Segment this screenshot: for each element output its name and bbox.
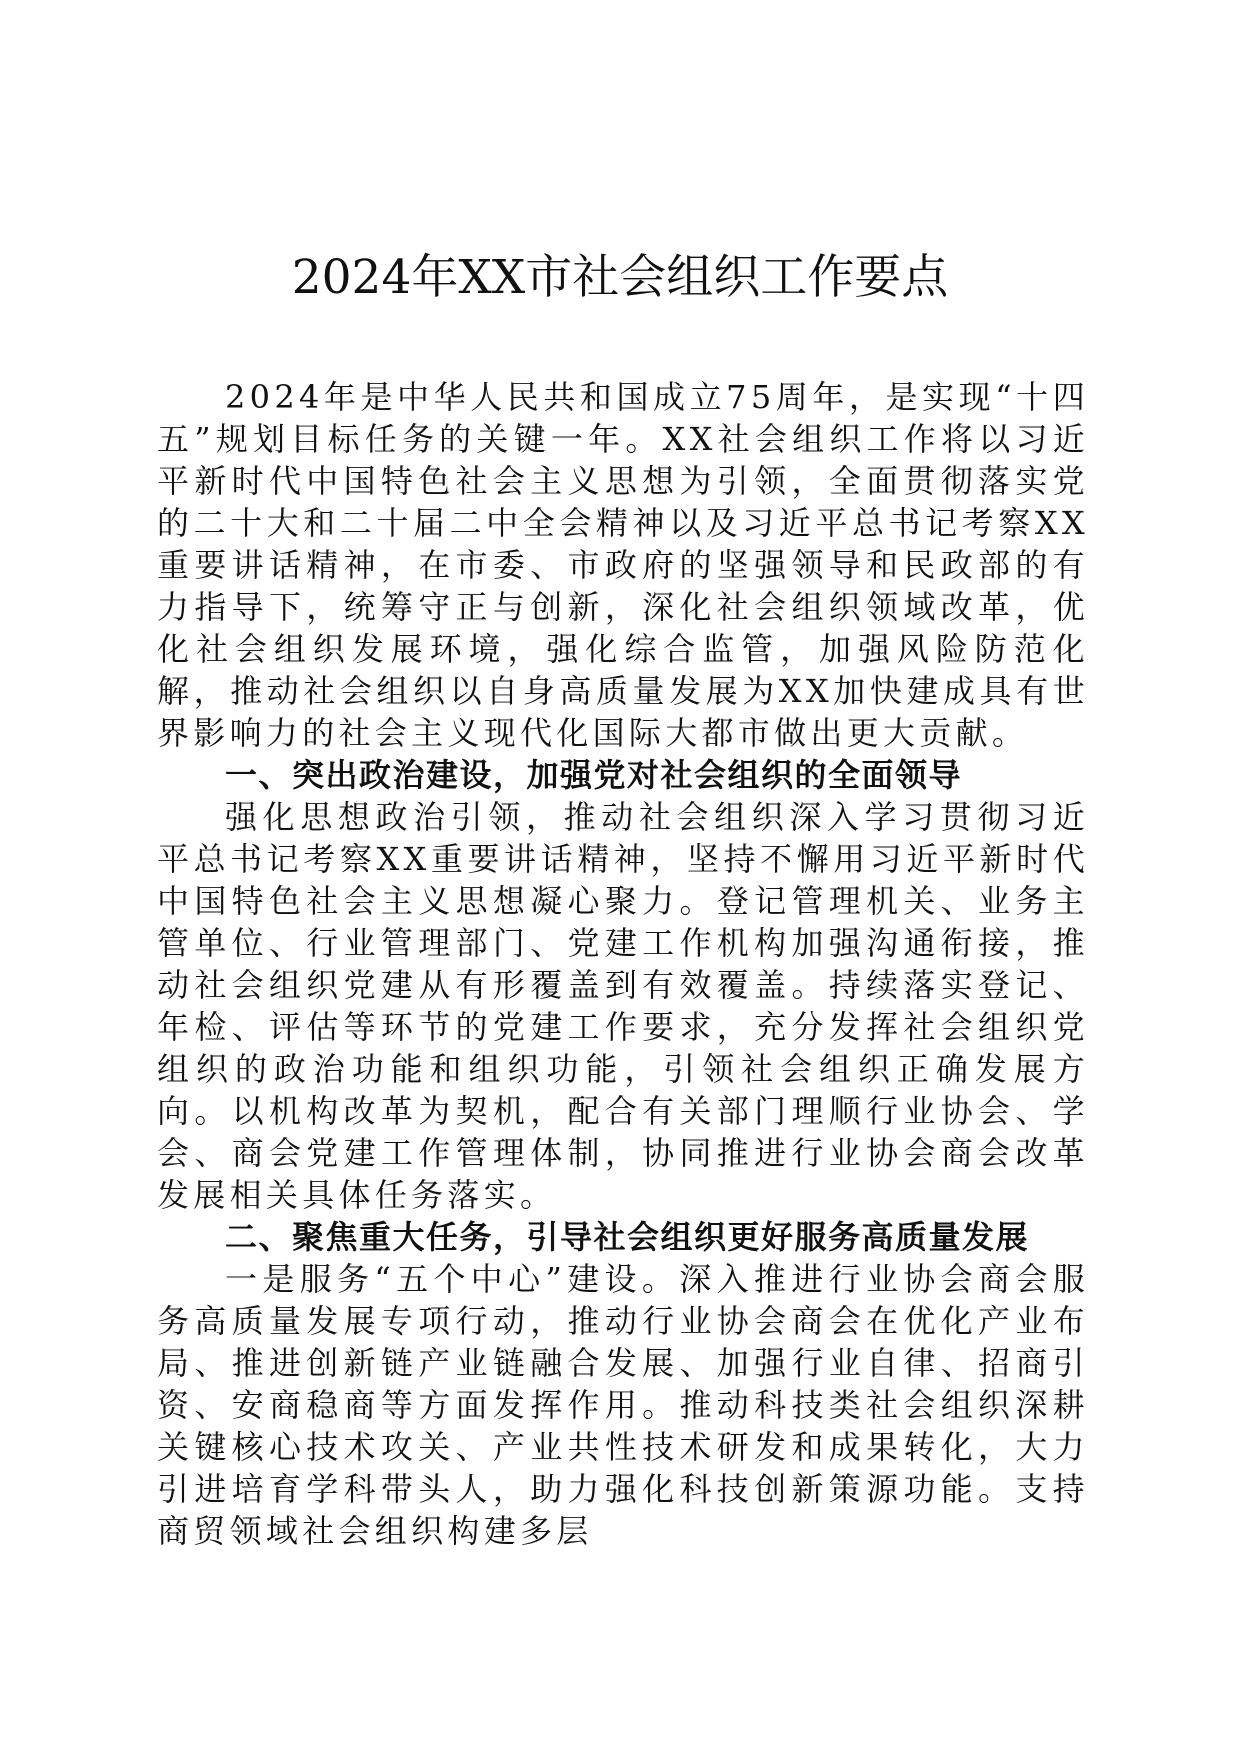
intro-paragraph: 2024年是中华人民共和国成立75周年，是实现“十四五”规划目标任务的关键一年。XX社会组织工作将以习近平新时代中国特色社会主义思想为引领，全面贯彻落实党的二十大和二十届二中全会精神以及习近平总书记考察XX重要讲话精神，在市委、市政府的坚强领导和民政部的有力指导下，统筹守正与创新，深化社会组织领域改革，优化社会组织发展环境，强化综合监管，加强风险防范化解，推动社会组织以自身高质量发展为XX加快建成具有世界影响力的社会主义现代化国际大都市做出更大贡献。: [157, 378, 1089, 752]
document-body: [157, 376, 1089, 1552]
section-1-heading: 一、突出政治建设，加强党对社会组织的全面领导: [225, 756, 963, 794]
section-1-paragraph: 强化思想政治引领，推动社会组织深入学习贯彻习近平总书记考察XX重要讲话精神，坚持不懈用习近平新时代中国特色社会主义思想凝心聚力。登记管理机关、业务主管单位、行业管理部门、党建工作机构加强沟通衔接，推动社会组织党建从有形覆盖到有效覆盖。持续落实登记、年检、评估等环节的党建工作要求，充分发挥社会组织党组织的政治功能和组织功能，引领社会组织正确发展方向。以机构改革为契机，配合有关部门理顺行业协会、学会、商会党建工作管理体制，协同推进行业协会商会改革发展相关具体任务落实。: [157, 798, 1089, 1214]
section-2-heading: 二、聚焦重大任务，引导社会组织更好服务高质量发展: [225, 1218, 1030, 1256]
document-title: 2024年XX市社会组织工作要点: [291, 250, 949, 305]
section-2-paragraph: 一是服务“五个中心”建设。深入推进行业协会商会服务高质量发展专项行动，推动行业协会商会在优化产业布局、推进创新链产业链融合发展、加强行业自律、招商引资、安商稳商等方面发挥作用。推动科技类社会组织深耕关键核心技术攻关、产业共性技术研发和成果转化，大力引进培育学科带头人，助力强化科技创新策源功能。支持商贸领域社会组织构建多层: [157, 1260, 1089, 1550]
